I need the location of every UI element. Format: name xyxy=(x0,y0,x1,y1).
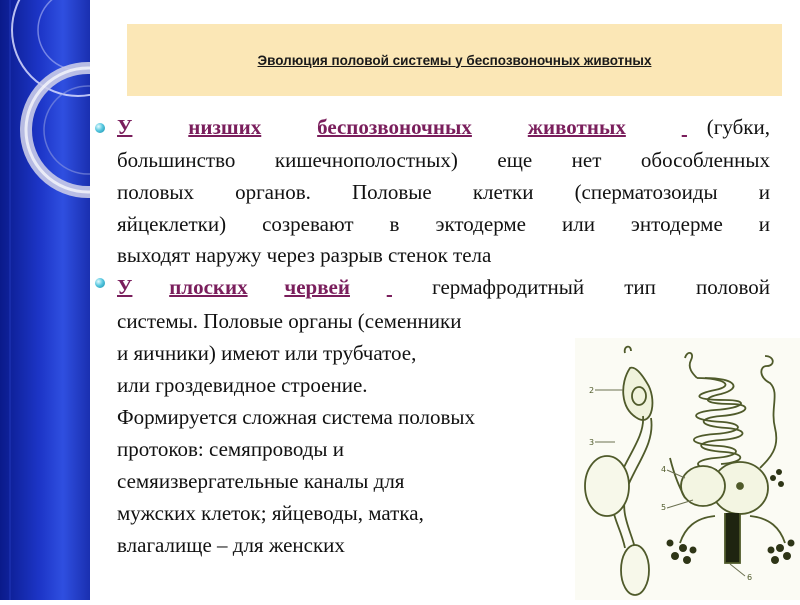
bullet-2-line-6: протоков: семяпроводы и xyxy=(117,437,345,461)
sidebar-arcs-graphic xyxy=(0,0,90,600)
figure-label-6: 6 xyxy=(747,573,753,582)
bullet-1-marker xyxy=(95,123,105,133)
bullet-2-line-4: или гроздевидное строение. xyxy=(117,373,368,397)
bullet-1-lead: У низших беспозвоночных животных xyxy=(117,115,626,139)
bullet-2-line-7: семяизвергательные каналы для xyxy=(117,469,405,493)
bullet-1-line-5: выходят наружу через разрыв стенок тела xyxy=(117,243,492,267)
bullet-1-line-1 xyxy=(117,112,770,143)
figure-label-4: 4 xyxy=(661,465,667,474)
figure-label-2: 2 xyxy=(589,386,595,395)
figure-label-3: 3 xyxy=(589,438,595,447)
bullet-2-marker xyxy=(95,278,105,288)
reproductive-system-illustration xyxy=(575,338,800,600)
slide-title-box xyxy=(127,24,782,96)
bullet-2-line-2: системы. Половые органы (семенники xyxy=(117,309,462,333)
reproductive-system-drawing xyxy=(575,338,800,600)
decorative-sidebar xyxy=(0,0,90,600)
figure-label-5: 5 xyxy=(661,503,667,512)
bullet-1-line-3: половых органов. Половые клетки (сперматозоиды и xyxy=(117,180,770,204)
bullet-1-line-4: яйцеклетки) созревают в эктодерме или энтодерме и xyxy=(117,212,770,236)
bullet-2-lead: У плоских червей xyxy=(117,275,350,299)
bullet-1-line-2: большинство кишечнополостных) еще нет обособленных xyxy=(117,148,770,172)
bullet-1-line-1-rest: (губки, xyxy=(706,115,770,139)
bullet-2-line-5: Формируется сложная система половых xyxy=(117,405,476,429)
bullet-2-line-9: влагалище – для женских xyxy=(117,533,345,557)
bullet-2-line-8: мужских клеток; яйцеводы, матка, xyxy=(117,501,424,525)
slide-title: Эволюция половой системы у беспозвоночных животных xyxy=(257,52,652,68)
bullet-2-line-3: и яичники) имеют или трубчатое, xyxy=(117,341,417,365)
bullet-2-line-1: У плоских червей гермафродитный тип половой xyxy=(117,272,770,303)
